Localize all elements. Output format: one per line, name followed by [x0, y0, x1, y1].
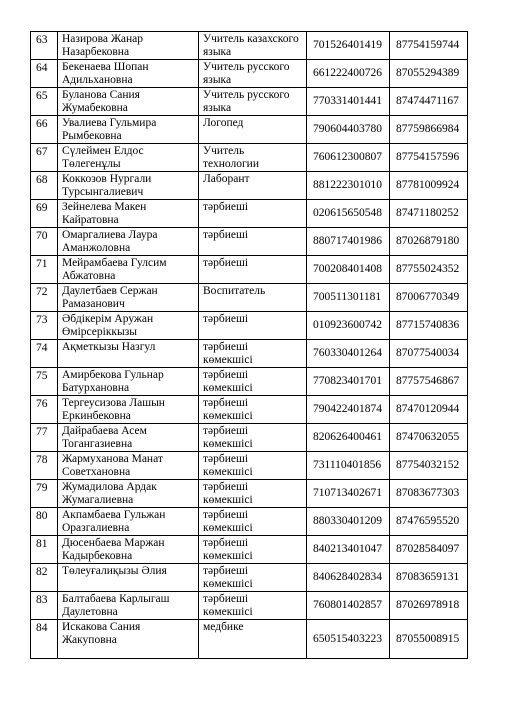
full-name-line: Өмірсеріккызы: [62, 326, 137, 338]
full-name-cell: [58, 508, 199, 536]
position-cell: [199, 172, 307, 200]
full-name-cell: [58, 284, 199, 312]
position-line: көмекшісі: [203, 494, 253, 506]
full-name-cell: [58, 116, 199, 144]
table-row: [31, 88, 468, 116]
row-number-cell: 82: [31, 564, 58, 592]
full-name-line: Омаргалиева Лаура: [62, 229, 158, 241]
full-name-line: Коккозов Нургали: [62, 173, 152, 185]
position-cell: [199, 452, 307, 480]
phone-number-cell: 87055294389: [390, 60, 468, 88]
position-line: тәрбиеші: [203, 369, 249, 381]
full-name-cell: [58, 60, 199, 88]
full-name-line: Ақметкызы Назгул: [62, 341, 156, 353]
id-number-cell: 790604403780: [307, 116, 390, 144]
position-line: көмекшісі: [203, 438, 253, 450]
full-name-line: Даулетбаев Сержан: [62, 285, 158, 297]
row-number-cell: 74: [31, 340, 58, 368]
position-line: тәрбиеші: [203, 257, 249, 269]
full-name-cell: [58, 480, 199, 508]
table-row: [31, 144, 468, 172]
full-name-line: Кадырбековна: [62, 550, 133, 562]
row-number-cell: 78: [31, 452, 58, 480]
row-number-cell: 75: [31, 368, 58, 396]
phone-number-cell: 87028584097: [390, 536, 468, 564]
full-name-line: Жакуповна: [62, 634, 117, 646]
position-line: тәрбиеші: [203, 201, 249, 213]
full-name-cell: [58, 536, 199, 564]
full-name-cell: [58, 88, 199, 116]
position-line: Воспитатель: [203, 285, 266, 297]
full-name-line: Еркинбековна: [62, 410, 131, 422]
phone-number-cell: 87026978918: [390, 592, 468, 620]
full-name-cell: [58, 32, 199, 60]
position-cell: [199, 256, 307, 284]
full-name-line: Кайратовна: [62, 214, 119, 226]
position-cell: [199, 144, 307, 172]
full-name-line: Зейнелева Макен: [62, 201, 147, 213]
position-cell: [199, 396, 307, 424]
phone-number-cell: 87759866984: [390, 116, 468, 144]
position-line: технологии: [203, 158, 259, 170]
staff-table: [30, 31, 468, 659]
phone-number-cell: 87476595520: [390, 508, 468, 536]
position-cell: [199, 32, 307, 60]
full-name-line: Увалиева Гульмира: [62, 117, 157, 129]
position-line: тәрбиеші: [203, 313, 249, 325]
position-line: языка: [203, 74, 232, 86]
position-cell: [199, 284, 307, 312]
position-cell: [199, 200, 307, 228]
row-number-cell: 81: [31, 536, 58, 564]
id-number-cell: 881222301010: [307, 172, 390, 200]
full-name-line: Назарбековна: [62, 46, 130, 58]
position-line: көмекшісі: [203, 550, 253, 562]
table-row: [31, 60, 468, 88]
table-row: [31, 228, 468, 256]
full-name-cell: [58, 172, 199, 200]
full-name-cell: [58, 424, 199, 452]
full-name-cell: [58, 200, 199, 228]
full-name-line: Мейрамбаева Гулсим: [62, 257, 167, 269]
full-name-line: Искакова Сания: [62, 621, 141, 633]
full-name-line: Адильхановна: [62, 74, 133, 86]
table-row: [31, 340, 468, 368]
id-number-cell: 700208401408: [307, 256, 390, 284]
full-name-line: Рымбековна: [62, 130, 122, 142]
position-cell: [199, 228, 307, 256]
position-cell: [199, 480, 307, 508]
table-row: [31, 536, 468, 564]
row-number-cell: 72: [31, 284, 58, 312]
id-number-cell: 760612300807: [307, 144, 390, 172]
position-cell: [199, 508, 307, 536]
id-number-cell: 790422401874: [307, 396, 390, 424]
position-cell: [199, 340, 307, 368]
full-name-cell: [58, 312, 199, 340]
position-line: Учитель казахского: [203, 33, 299, 45]
table-row: [31, 312, 468, 340]
full-name-line: Дайрабаева Асем: [62, 425, 147, 437]
row-number-cell: 76: [31, 396, 58, 424]
table-row: [31, 116, 468, 144]
table-row: [31, 284, 468, 312]
full-name-line: Амирбекова Гульнар: [62, 369, 164, 381]
row-number-cell: 67: [31, 144, 58, 172]
full-name-cell: [58, 564, 199, 592]
position-cell: [199, 564, 307, 592]
phone-number-cell: 87781009924: [390, 172, 468, 200]
table-row: [31, 256, 468, 284]
full-name-line: Жумагалиевна: [62, 494, 134, 506]
phone-number-cell: 87083659131: [390, 564, 468, 592]
id-number-cell: 820626400461: [307, 424, 390, 452]
id-number-cell: 760330401264: [307, 340, 390, 368]
full-name-line: Төлеуғалиқызы Әлия: [62, 565, 167, 577]
position-line: медбике: [203, 621, 244, 633]
id-number-cell: 701526401419: [307, 32, 390, 60]
id-number-cell: 661222400726: [307, 60, 390, 88]
full-name-line: Даулетовна: [62, 606, 118, 618]
id-number-cell: 020615650548: [307, 200, 390, 228]
id-number-cell: 731110401856: [307, 452, 390, 480]
position-line: языка: [203, 102, 232, 114]
full-name-cell: [58, 256, 199, 284]
full-name-cell: [58, 228, 199, 256]
phone-number-cell: 87470120944: [390, 396, 468, 424]
row-number-cell: 65: [31, 88, 58, 116]
table-row: [31, 480, 468, 508]
position-line: языка: [203, 46, 232, 58]
position-cell: [199, 424, 307, 452]
position-line: көмекшісі: [203, 522, 253, 534]
position-line: көмекшісі: [203, 606, 253, 618]
table-row: [31, 396, 468, 424]
table-row: [31, 368, 468, 396]
id-number-cell: 770823401701: [307, 368, 390, 396]
phone-number-cell: 87471180252: [390, 200, 468, 228]
position-cell: [199, 116, 307, 144]
phone-number-cell: 87055008915: [390, 620, 468, 659]
table-row: [31, 200, 468, 228]
id-number-cell: 010923600742: [307, 312, 390, 340]
row-number-cell: 80: [31, 508, 58, 536]
phone-number-cell: 87470632055: [390, 424, 468, 452]
phone-number-cell: 87083677303: [390, 480, 468, 508]
row-number-cell: 63: [31, 32, 58, 60]
row-number-cell: 68: [31, 172, 58, 200]
full-name-line: Акпамбаева Гульжан: [62, 509, 166, 521]
staff-table-body: [31, 32, 468, 659]
id-number-cell: 770331401441: [307, 88, 390, 116]
full-name-cell: [58, 620, 199, 659]
position-line: тәрбиеші: [203, 397, 249, 409]
id-number-cell: 650515403223: [307, 620, 390, 659]
full-name-line: Балтабаева Карлыгаш: [62, 593, 170, 605]
position-line: көмекшісі: [203, 578, 253, 590]
position-line: тәрбиеші: [203, 537, 249, 549]
full-name-line: Батурхановна: [62, 382, 130, 394]
id-number-cell: 760801402857: [307, 592, 390, 620]
row-number-cell: 69: [31, 200, 58, 228]
phone-number-cell: 87715740836: [390, 312, 468, 340]
position-cell: [199, 620, 307, 659]
phone-number-cell: 87754032152: [390, 452, 468, 480]
row-number-cell: 77: [31, 424, 58, 452]
full-name-line: Тогангазиевна: [62, 438, 133, 450]
position-cell: [199, 592, 307, 620]
position-cell: [199, 88, 307, 116]
phone-number-cell: 87006770349: [390, 284, 468, 312]
full-name-line: Абжатовна: [62, 270, 116, 282]
full-name-line: Дюсенбаева Маржан: [62, 537, 165, 549]
table-row: [31, 564, 468, 592]
phone-number-cell: 87754157596: [390, 144, 468, 172]
full-name-cell: [58, 368, 199, 396]
phone-number-cell: 87077540034: [390, 340, 468, 368]
position-line: тәрбиеші: [203, 425, 249, 437]
position-line: көмекшісі: [203, 382, 253, 394]
position-cell: [199, 536, 307, 564]
row-number-cell: 70: [31, 228, 58, 256]
full-name-line: Жармуханова Манат: [62, 453, 163, 465]
position-line: көмекшісі: [203, 466, 253, 478]
position-cell: [199, 312, 307, 340]
full-name-line: Жумадилова Ардак: [62, 481, 157, 493]
full-name-line: Төлегенұлы: [62, 158, 121, 170]
row-number-cell: 79: [31, 480, 58, 508]
id-number-cell: 880717401986: [307, 228, 390, 256]
position-line: Учитель: [203, 145, 245, 157]
position-line: тәрбиеші: [203, 509, 249, 521]
full-name-cell: [58, 396, 199, 424]
phone-number-cell: 87757546867: [390, 368, 468, 396]
id-number-cell: 880330401209: [307, 508, 390, 536]
row-number-cell: 64: [31, 60, 58, 88]
phone-number-cell: 87026879180: [390, 228, 468, 256]
table-row: [31, 508, 468, 536]
row-number-cell: 83: [31, 592, 58, 620]
id-number-cell: 700511301181: [307, 284, 390, 312]
position-line: тәрбиеші: [203, 565, 249, 577]
full-name-line: Тергеусизова Лашын: [62, 397, 165, 409]
id-number-cell: 710713402671: [307, 480, 390, 508]
row-number-cell: 66: [31, 116, 58, 144]
position-line: көмекшісі: [203, 354, 253, 366]
full-name-line: Сүлеймен Елдос: [62, 145, 144, 157]
id-number-cell: 840628402834: [307, 564, 390, 592]
table-row: [31, 620, 468, 659]
full-name-cell: [58, 452, 199, 480]
full-name-line: Буланова Сания: [62, 89, 140, 101]
row-number-cell: 71: [31, 256, 58, 284]
table-row: [31, 452, 468, 480]
position-line: Лаборант: [203, 173, 250, 185]
position-line: тәрбиеші: [203, 341, 249, 353]
full-name-line: Оразгалиевна: [62, 522, 130, 534]
phone-number-cell: 87755024352: [390, 256, 468, 284]
position-line: тәрбиеші: [203, 593, 249, 605]
full-name-cell: [58, 144, 199, 172]
position-line: Учитель русского: [203, 89, 290, 101]
position-line: көмекшісі: [203, 410, 253, 422]
position-cell: [199, 368, 307, 396]
full-name-line: Турсынгалиевич: [62, 186, 144, 198]
position-line: Логопед: [203, 117, 244, 129]
table-row: [31, 592, 468, 620]
position-cell: [199, 60, 307, 88]
full-name-cell: [58, 592, 199, 620]
full-name-line: Назирова Жанар: [62, 33, 143, 45]
table-row: [31, 172, 468, 200]
full-name-line: Әбдікерім Аружан: [62, 313, 154, 325]
full-name-line: Жумабековна: [62, 102, 128, 114]
phone-number-cell: 87474471167: [390, 88, 468, 116]
full-name-line: Аманжоловна: [62, 242, 131, 254]
id-number-cell: 840213401047: [307, 536, 390, 564]
full-name-cell: [58, 340, 199, 368]
position-line: Учитель русского: [203, 61, 290, 73]
position-line: тәрбиеші: [203, 481, 249, 493]
phone-number-cell: 87754159744: [390, 32, 468, 60]
position-line: тәрбиеші: [203, 229, 249, 241]
table-row: [31, 424, 468, 452]
full-name-line: Советхановна: [62, 466, 131, 478]
row-number-cell: 84: [31, 620, 58, 659]
full-name-line: Рамазанович: [62, 298, 125, 310]
position-line: тәрбиеші: [203, 453, 249, 465]
table-row: [31, 32, 468, 60]
full-name-line: Бекенаева Шопан: [62, 61, 149, 73]
row-number-cell: 73: [31, 312, 58, 340]
